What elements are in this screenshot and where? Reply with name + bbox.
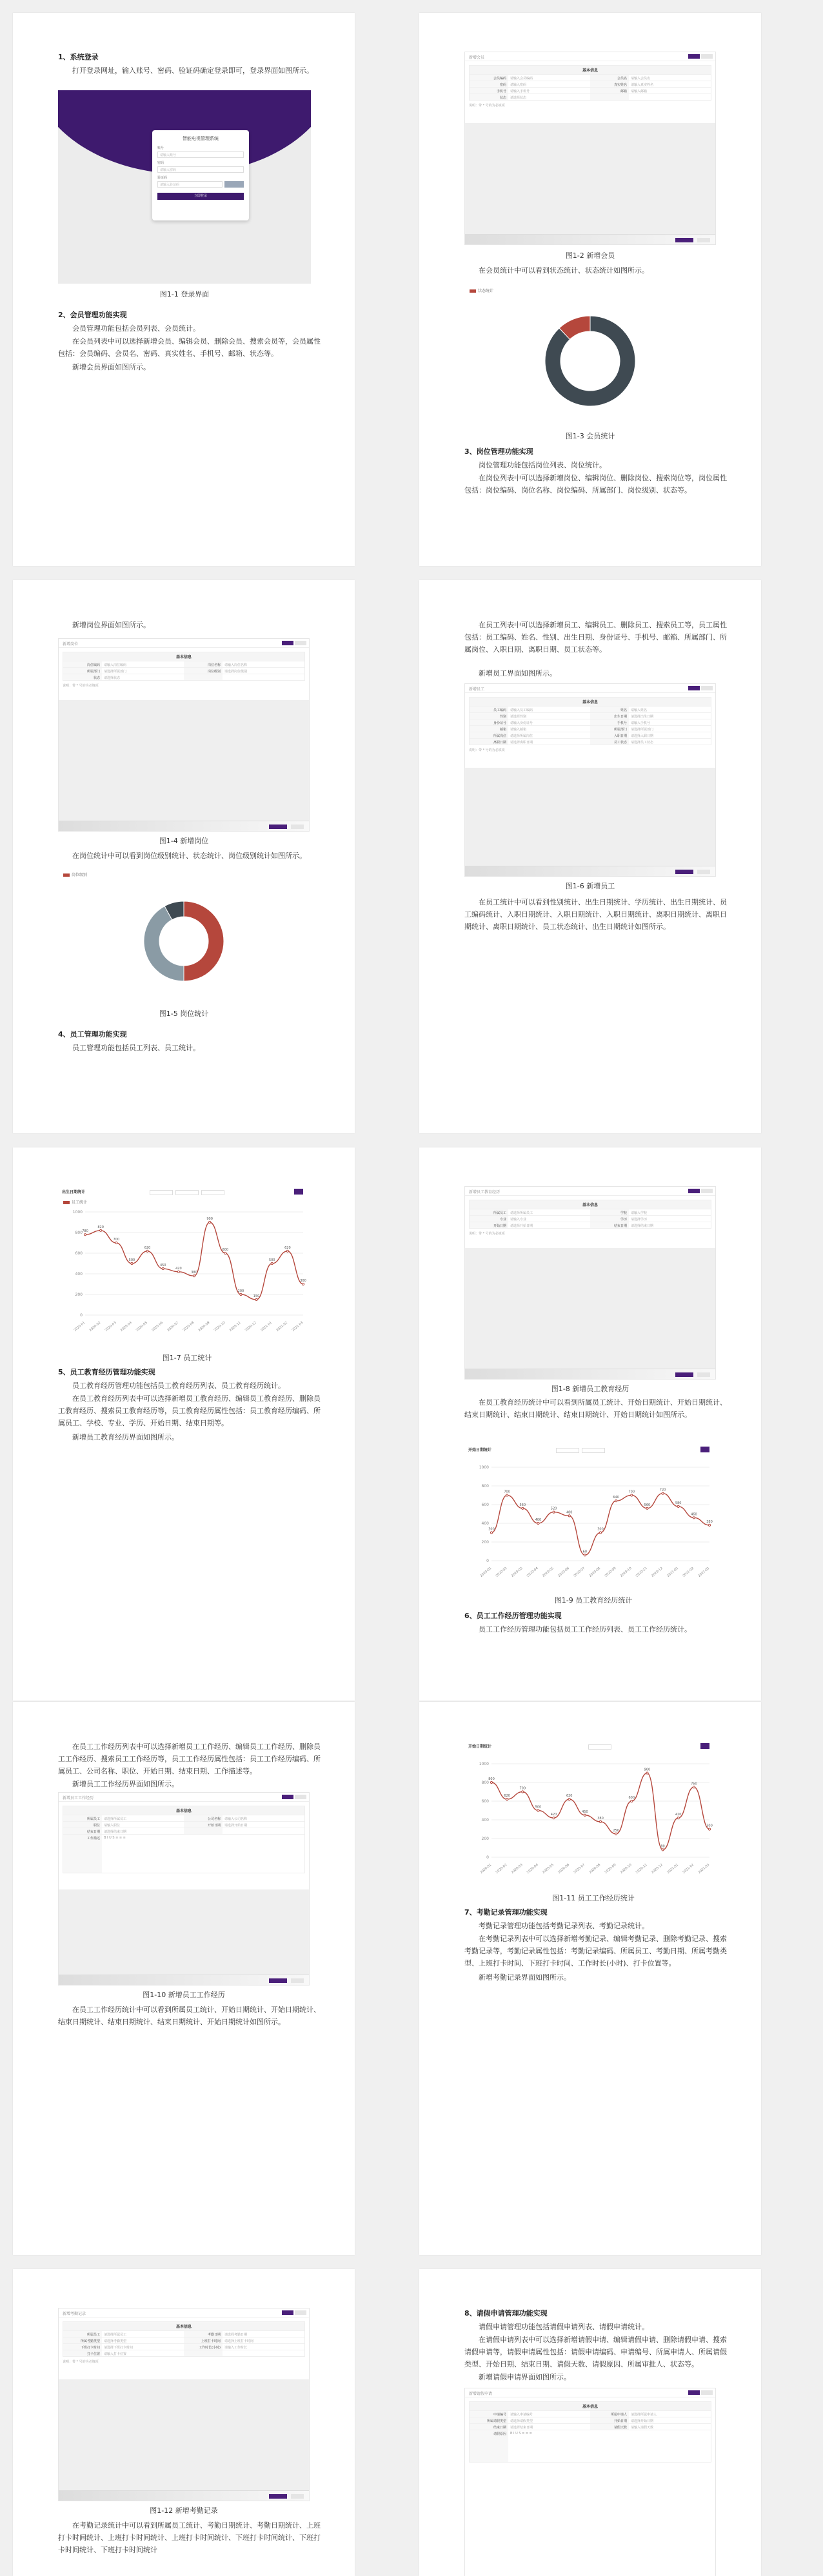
- doc-page-10: [419, 2269, 761, 2576]
- data-label: 620: [504, 1794, 510, 1799]
- paragraph: 新增员工工作经历界面如图所示。: [72, 1780, 179, 1788]
- data-point: [506, 1494, 508, 1496]
- data-label: 380: [597, 1816, 604, 1820]
- position-donut-chart: [58, 870, 310, 1012]
- captcha-label: 验证码: [157, 176, 168, 180]
- data-label: 620: [284, 1245, 291, 1250]
- data-label: 620: [566, 1794, 573, 1799]
- data-label: 520: [550, 1507, 557, 1511]
- x-tick-label: 2020-04: [526, 1862, 539, 1875]
- paragraph: 员工管理功能包括员工列表、员工统计。: [72, 1044, 200, 1052]
- x-tick-label: 2021-01: [260, 1320, 273, 1332]
- search-button[interactable]: [294, 1189, 303, 1195]
- data-point: [553, 1817, 555, 1819]
- data-label: 80: [660, 1844, 665, 1849]
- doc-page-8: [419, 1702, 761, 2255]
- save-button[interactable]: [269, 1978, 287, 1983]
- data-label: 300: [597, 1527, 604, 1532]
- add-member-screenshot: 新增会员 基本信息 会员编码 请输入会员编码 会员名 请输入会员名 密码 请输入密码 真实姓名 请输入真实姓名 手机号 请输入手机号 邮箱 请输入邮箱 状态 请选择状态 说明：带 * 号的为必填项: [464, 52, 716, 245]
- x-tick-label: 2020-03: [510, 1566, 524, 1578]
- captcha-input[interactable]: 请输入验证码: [157, 181, 223, 188]
- data-point: [506, 1799, 508, 1800]
- form-note: 说明：带 * 号的为必填项: [469, 748, 505, 752]
- data-label: 420: [175, 1266, 182, 1271]
- form-title: 基本信息: [470, 66, 711, 74]
- section-heading: 6、员工工作经历管理功能实现: [464, 1612, 562, 1620]
- cancel-button[interactable]: [291, 1978, 304, 1983]
- paragraph: 岗位管理功能包括岗位列表、岗位统计。: [479, 461, 606, 469]
- y-tick-label: 400: [75, 1272, 83, 1276]
- x-tick-label: 2020-01: [479, 1862, 493, 1875]
- y-tick-label: 0: [486, 1855, 489, 1860]
- add-position-screenshot: 新增岗位 基本信息 岗位编码 请输入岗位编码 岗位名称 请输入岗位名称 所属部门 请选择所属部门 岗位级别 请选择岗位级别 状态 请选择状态 说明：带 * 号的为必填项: [58, 638, 310, 832]
- cancel-button[interactable]: [291, 825, 304, 829]
- figure-caption: 图1-7 员工统计: [162, 1354, 212, 1362]
- data-label: 700: [113, 1238, 120, 1242]
- employee-line-chart: [58, 1186, 316, 1347]
- data-label: 300: [300, 1279, 306, 1283]
- paragraph: 在会员列表中可以选择新增会员、编辑会员、删除会员、搜索会员等，会员属性包括：会员编码、会员名、密码、真实姓名、手机号、邮箱、状态等。: [58, 337, 321, 358]
- x-tick-label: 2020-06: [557, 1566, 570, 1578]
- data-point: [646, 1772, 648, 1774]
- doc-page-4: [419, 580, 761, 1133]
- data-label: 420: [550, 1813, 557, 1817]
- x-tick-label: 2020-10: [619, 1862, 633, 1875]
- x-tick-label: 2020-01: [479, 1566, 493, 1578]
- figure-caption: 图1-12 新增考勤记录: [150, 2506, 218, 2515]
- data-label: 200: [237, 1289, 244, 1293]
- data-label: 560: [644, 1503, 651, 1507]
- x-tick-label: 2020-10: [619, 1566, 633, 1578]
- save-button[interactable]: [675, 238, 693, 242]
- password-input[interactable]: 请输入密码: [157, 166, 244, 173]
- login-button[interactable]: 立即登录: [157, 193, 244, 200]
- data-label: 580: [675, 1501, 682, 1505]
- x-tick-label: 2020-07: [573, 1862, 586, 1875]
- doc-page-9: [13, 2269, 355, 2576]
- data-point: [537, 1522, 539, 1524]
- form-title: 基本信息: [63, 2322, 304, 2330]
- y-tick-label: 200: [75, 1293, 83, 1297]
- paragraph: 考勤记录管理功能包括考勤记录列表、考勤记录统计。: [479, 1922, 649, 1930]
- data-point: [646, 1507, 648, 1509]
- chart-title: 开始日期统计: [468, 1744, 492, 1749]
- data-point: [553, 1511, 555, 1513]
- x-tick-label: 2020-02: [495, 1862, 508, 1875]
- paragraph: 在请假申请列表中可以选择新增请假申请、编辑请假申请、删除请假申请、搜索请假申请等，请假申请属性包括：请假申请编码、申请编号、所属申请人、所属请假类型、开始日期、结束日期、请假天数、请假原因、所属审批人、状态等。: [464, 2336, 727, 2368]
- paragraph: 新增请假申请界面如图所示。: [479, 2373, 571, 2381]
- data-point: [100, 1229, 102, 1231]
- add-employee-screenshot: 新增员工 基本信息 员工编码 请输入员工编码 姓名 请输入姓名 性别 请选择性别 出生日期 请选择出生日期 身份证号 请输入身份证号 手机号 请输入手机号 邮箱 请输入邮箱 所属部门 请选择所属部门 所属岗位 请选择所属岗位 入职日期 请选择入职日期 离职日期 请选择离职日期 员工状态 请选择员工状态 说明：带 * 号的为必填项: [464, 683, 716, 877]
- password-label: 密码: [157, 161, 164, 165]
- add-attendance-screenshot: 新增考勤记录 基本信息 所属员工 请选择所属员工 考勤日期 请选择考勤日期 所属考勤类型 请选择考勤类型 上班打卡时间 请选择上班打卡时间 下班打卡时间 请选择下班打卡时间 工作时长(小时) 请输入工作时长 打卡位置 请输入打卡位置 说明：带 * 号的为必填项: [58, 2308, 310, 2501]
- login-title: 智能电视管理系统: [183, 136, 219, 141]
- data-point: [537, 1810, 539, 1811]
- data-point: [209, 1221, 211, 1223]
- data-label: 700: [628, 1490, 635, 1494]
- data-label: 900: [644, 1768, 651, 1772]
- education-line-chart: [464, 1444, 722, 1592]
- y-tick-label: 800: [481, 1781, 489, 1785]
- form-title: 基本信息: [470, 1200, 711, 1209]
- data-label: 780: [82, 1229, 88, 1234]
- save-button[interactable]: [675, 870, 693, 874]
- form-note: 说明：带 * 号的为必填项: [469, 1232, 505, 1236]
- data-point: [522, 1507, 524, 1509]
- data-point: [240, 1293, 242, 1295]
- x-tick-label: 2021-03: [697, 1566, 711, 1578]
- doc-page-5: [13, 1147, 355, 1701]
- data-point: [615, 1833, 617, 1835]
- data-label: 500: [128, 1258, 135, 1262]
- data-point: [286, 1250, 288, 1252]
- paragraph: 在会员统计中可以看到状态统计、状态统计如图所示。: [479, 266, 649, 275]
- data-point: [146, 1250, 148, 1252]
- search-button[interactable]: [700, 1447, 709, 1452]
- data-point: [115, 1242, 117, 1244]
- x-tick-label: 2020-08: [588, 1862, 602, 1875]
- donut-slice: [184, 901, 224, 981]
- data-label: 500: [535, 1805, 542, 1810]
- data-label: 600: [222, 1248, 229, 1252]
- paragraph: 在岗位统计中可以看到岗位级别统计、状态统计、岗位级别统计如图所示。: [72, 852, 306, 860]
- chart-title: 开始日期统计: [468, 1448, 492, 1452]
- x-tick-label: 2020-02: [495, 1566, 508, 1578]
- form-title: 基本信息: [63, 1806, 304, 1815]
- data-point: [708, 1828, 710, 1830]
- form-title: 基本信息: [470, 2402, 711, 2410]
- data-label: 300: [488, 1527, 495, 1532]
- x-tick-label: 2020-02: [88, 1320, 102, 1332]
- figure-caption: 图1-11 员工工作经历统计: [552, 1894, 635, 1902]
- x-tick-label: 2020-09: [197, 1320, 211, 1332]
- data-label: 800: [488, 1777, 495, 1781]
- data-point: [162, 1267, 164, 1269]
- data-point: [599, 1820, 601, 1822]
- data-point: [193, 1275, 195, 1277]
- data-label: 700: [519, 1786, 526, 1791]
- x-tick-label: 2020-06: [151, 1320, 164, 1332]
- section-heading: 4、员工管理功能实现: [58, 1030, 127, 1039]
- member-donut-chart: [464, 284, 716, 425]
- data-label: 640: [613, 1496, 619, 1500]
- x-tick-label: 2020-08: [588, 1566, 602, 1578]
- save-button[interactable]: [269, 825, 287, 829]
- form-note: 说明：带 * 号的为必填项: [63, 684, 99, 688]
- data-point: [177, 1271, 179, 1273]
- x-tick-label: 2020-09: [604, 1862, 617, 1875]
- paragraph: 在员工统计中可以看到性别统计、出生日期统计、学历统计、出生日期统计、员工编码统计、入职日期统计、入职日期统计、入职日期统计、离职日期统计、离职日期统计、离职日期统计、员工状态统计、出生日期统计如图所示。: [464, 898, 727, 931]
- data-point: [662, 1492, 664, 1494]
- y-tick-label: 0: [80, 1313, 83, 1318]
- cancel-button[interactable]: [697, 870, 710, 874]
- x-tick-label: 2020-06: [557, 1862, 570, 1875]
- x-tick-label: 2020-04: [119, 1320, 133, 1332]
- data-label: 420: [675, 1813, 682, 1817]
- figure-caption: 图1-8 新增员工教育经历: [551, 1385, 630, 1393]
- data-point: [615, 1500, 617, 1502]
- legend-label: 员工统计: [72, 1200, 88, 1205]
- paragraph: 在岗位列表中可以选择新增岗位、编辑岗位、删除岗位、搜索岗位等，岗位属性包括：岗位编码、岗位名称、岗位编码、所属部门、岗位级别、状态等。: [464, 474, 727, 494]
- section-heading: 1、系统登录: [58, 53, 99, 61]
- data-label: 460: [691, 1512, 697, 1517]
- x-tick-label: 2021-03: [291, 1320, 304, 1332]
- data-label: 150: [253, 1294, 260, 1298]
- data-label: 400: [535, 1518, 542, 1522]
- x-tick-label: 2020-05: [135, 1320, 148, 1332]
- data-label: 900: [206, 1217, 213, 1221]
- x-tick-label: 2021-03: [697, 1862, 711, 1875]
- paragraph: 新增员工界面如图所示。: [479, 669, 557, 678]
- y-tick-label: 200: [481, 1540, 489, 1545]
- x-tick-label: 2020-09: [604, 1566, 617, 1578]
- data-label: 480: [566, 1510, 573, 1515]
- data-point: [584, 1554, 586, 1556]
- paragraph: 新增员工教育经历界面如图所示。: [72, 1433, 179, 1441]
- x-tick-label: 2020-11: [635, 1862, 648, 1875]
- paragraph: 新增岗位界面如图所示。: [72, 621, 150, 629]
- paragraph: 在员工教育经历列表中可以选择新增员工教育经历、编辑员工教育经历、删除员工教育经历、搜索员工教育经历等，员工教育经历属性包括：员工教育经历编码、所属员工、学校、专业、学历、开始日期、结束日期等。: [58, 1394, 321, 1427]
- data-point: [693, 1517, 695, 1519]
- data-point: [271, 1262, 273, 1264]
- data-point: [490, 1781, 492, 1783]
- data-label: 60: [582, 1550, 588, 1554]
- x-tick-label: 2020-11: [635, 1566, 648, 1578]
- add-leave-screenshot: 新增请假申请 基本信息 申请编号 请输入申请编号 所属申请人 请选择所属申请人 所属请假类型 请选择请假类型 开始日期 请选择开始日期 结束日期 请选择结束日期 请假天数 请输入请假天数 请假原因 B I U S ≡ ≡ ≡: [464, 2388, 716, 2576]
- data-point: [490, 1532, 492, 1534]
- figure-caption: 图1-5 岗位统计: [159, 1010, 209, 1018]
- form-title: 基本信息: [63, 652, 304, 661]
- y-tick-label: 1000: [479, 1762, 489, 1766]
- data-point: [522, 1791, 524, 1793]
- x-tick-label: 2021-01: [666, 1566, 679, 1578]
- data-point: [662, 1849, 664, 1851]
- cancel-button[interactable]: [291, 2494, 304, 2499]
- chart-title: 出生日期统计: [62, 1190, 86, 1195]
- figure-caption: 图1-3 会员统计: [565, 432, 615, 440]
- x-tick-label: 2020-03: [104, 1320, 117, 1332]
- x-tick-label: 2020-07: [573, 1566, 586, 1578]
- add-education-screenshot: 新增员工教育经历 基本信息 所属员工 请选择所属员工 学校 请输入学校 专业 请输入专业 学历 请选择学历 开始日期 请选择开始日期 结束日期 请选择结束日期 说明：带 * 号的为必填项: [464, 1186, 716, 1380]
- x-tick-label: 2021-02: [682, 1566, 695, 1578]
- cancel-button[interactable]: [697, 1372, 710, 1377]
- y-tick-label: 800: [75, 1231, 83, 1235]
- x-tick-label: 2021-01: [666, 1862, 679, 1875]
- username-input[interactable]: 请输入账号: [157, 151, 244, 158]
- add-work-screenshot: 新增员工工作经历 基本信息 所属员工 请选择所属员工 公司名称 请输入公司名称 职位 请输入职位 开始日期 请选择开始日期 结束日期 请选择结束日期 工作描述 B I U S ≡ ≡ ≡: [58, 1792, 310, 1986]
- data-label: 600: [628, 1796, 635, 1800]
- data-point: [693, 1786, 695, 1788]
- data-point: [568, 1515, 570, 1517]
- x-tick-label: 2020-12: [650, 1566, 664, 1578]
- paragraph: 在考勤记录列表中可以选择新增考勤记录、编辑考勤记录、删除考勤记录、搜索考勤记录等，考勤记录属性包括：考勤记录编码、所属员工、考勤日期、所属考勤类型、上班打卡时间、下班打卡时间、工作时长(小时)、打卡位置等。: [464, 1935, 727, 1967]
- search-button[interactable]: [700, 1743, 709, 1749]
- data-point: [131, 1262, 133, 1264]
- figure-caption: 图1-10 新增员工工作经历: [143, 1991, 225, 1999]
- data-label: 250: [613, 1828, 619, 1833]
- work-line-chart: [464, 1741, 722, 1889]
- data-label: 380: [191, 1271, 197, 1275]
- y-tick-label: 600: [481, 1799, 489, 1804]
- username-label: 账号: [157, 146, 164, 150]
- data-point: [568, 1799, 570, 1800]
- data-label: 450: [582, 1810, 588, 1814]
- paragraph: 在员工列表中可以选择新增员工、编辑员工、删除员工、搜索员工等，员工属性包括：员工编码、姓名、性别、出生日期、身份证号、手机号、邮箱、所属部门、所属岗位、入职日期、离职日期、员工状态等。: [464, 621, 727, 654]
- doc-page-7: [13, 1702, 355, 2255]
- section-heading: 8、请假申请管理功能实现: [464, 2309, 548, 2317]
- y-tick-label: 400: [481, 1818, 489, 1822]
- paragraph: 员工教育经历管理功能包括员工教育经历列表、员工教育经历统计。: [72, 1381, 285, 1390]
- figure-caption: 图1-6 新增员工: [565, 882, 615, 890]
- x-tick-label: 2020-12: [244, 1320, 257, 1332]
- figure-caption: 图1-1 登录界面: [159, 290, 210, 298]
- form-title: 基本信息: [470, 698, 711, 706]
- data-point: [224, 1252, 226, 1254]
- data-point: [677, 1817, 679, 1819]
- data-label: 560: [519, 1503, 526, 1507]
- data-label: 300: [706, 1824, 713, 1828]
- paragraph: 会员管理功能包括会员列表、会员统计。: [72, 324, 200, 333]
- data-point: [84, 1234, 86, 1236]
- doc-page-1: [13, 13, 355, 566]
- data-label: 720: [659, 1488, 666, 1492]
- section-heading: 3、岗位管理功能实现: [464, 447, 533, 456]
- data-label: 500: [268, 1258, 275, 1262]
- paragraph: 新增考勤记录界面如图所示。: [479, 1973, 571, 1982]
- section-heading: 2、会员管理功能实现: [58, 311, 127, 319]
- paragraph: 在考勤记录统计中可以看到所属员工统计、考勤日期统计、考勤日期统计、上班打卡时间统计、上班打卡时间统计、上班打卡时间统计、下班打卡时间统计、下班打卡时间统计、下班打卡时间统计: [58, 2521, 321, 2554]
- doc-page-3: [13, 580, 355, 1133]
- x-tick-label: 2020-11: [228, 1320, 242, 1332]
- data-point: [631, 1800, 633, 1802]
- data-label: 380: [706, 1519, 713, 1524]
- data-label: 750: [691, 1782, 697, 1786]
- x-tick-label: 2020-01: [73, 1320, 86, 1332]
- data-point: [599, 1532, 601, 1534]
- y-tick-label: 1000: [72, 1210, 83, 1215]
- data-point: [302, 1283, 304, 1285]
- section-heading: 5、员工教育经历管理功能实现: [58, 1368, 155, 1376]
- paragraph: 在员工工作经历列表中可以选择新增员工工作经历、编辑员工工作经历、删除员工工作经历、搜索员工工作经历等，员工工作经历属性包括：员工工作经历编码、所属员工、公司名称、职位、开始日期、结束日期、工作描述等。: [58, 1742, 321, 1775]
- figure-caption: 图1-9 员工教育经历统计: [554, 1596, 633, 1605]
- x-tick-label: 2020-08: [182, 1320, 195, 1332]
- legend-label: 岗位级别: [72, 873, 88, 877]
- form-note: 说明：带 * 号的为必填项: [469, 104, 505, 108]
- data-label: 450: [159, 1264, 166, 1267]
- x-tick-label: 2020-05: [541, 1566, 555, 1578]
- y-tick-label: 1000: [479, 1465, 489, 1470]
- save-button[interactable]: [269, 2494, 287, 2499]
- paragraph: 打开登录网址，输入账号、密码、验证码确定登录即可，登录界面如图所示。: [72, 66, 313, 75]
- x-tick-label: 2021-02: [275, 1320, 289, 1332]
- legend-label: 状态统计: [478, 289, 494, 293]
- data-label: 820: [97, 1225, 104, 1229]
- paragraph: 新增会员界面如图所示。: [72, 363, 150, 371]
- paragraph: 请假申请管理功能包括请假申请列表、请假申请统计。: [479, 2323, 649, 2331]
- y-tick-label: 600: [75, 1251, 83, 1256]
- x-tick-label: 2020-03: [510, 1862, 524, 1875]
- paragraph: 在员工工作经历统计中可以看到所属员工统计、开始日期统计、开始日期统计、结束日期统计、结束日期统计、结束日期统计、开始日期统计如图所示。: [58, 2005, 321, 2026]
- save-button[interactable]: [675, 1372, 693, 1377]
- captcha-image[interactable]: [224, 181, 244, 188]
- data-point: [584, 1814, 586, 1816]
- x-tick-label: 2021-02: [682, 1862, 695, 1875]
- data-point: [677, 1505, 679, 1507]
- y-tick-label: 200: [481, 1837, 489, 1841]
- y-tick-label: 600: [481, 1503, 489, 1507]
- x-tick-label: 2020-04: [526, 1566, 539, 1578]
- figure-caption: 图1-2 新增会员: [565, 251, 615, 260]
- data-point: [708, 1524, 710, 1526]
- doc-page-2: [419, 13, 761, 566]
- x-tick-label: 2020-10: [213, 1320, 226, 1332]
- form-note: 说明：带 * 号的为必填项: [63, 2360, 99, 2364]
- data-label: 620: [144, 1245, 151, 1250]
- paragraph: 员工工作经历管理功能包括员工工作经历列表、员工工作经历统计。: [479, 1625, 691, 1634]
- figure-caption: 图1-4 新增岗位: [159, 837, 209, 845]
- doc-page-6: [419, 1147, 761, 1701]
- login-screenshot: [58, 90, 311, 284]
- section-heading: 7、考勤记录管理功能实现: [464, 1908, 548, 1917]
- data-point: [255, 1298, 257, 1300]
- data-point: [631, 1494, 633, 1496]
- y-tick-label: 0: [486, 1559, 489, 1563]
- paragraph: 在员工教育经历统计中可以看到所属员工统计、开始日期统计、开始日期统计、结束日期统计、结束日期统计、结束日期统计、开始日期统计如图所示。: [464, 1398, 727, 1419]
- x-tick-label: 2020-07: [166, 1320, 180, 1332]
- y-tick-label: 400: [481, 1521, 489, 1526]
- x-tick-label: 2020-12: [650, 1862, 664, 1875]
- x-tick-label: 2020-05: [541, 1862, 555, 1875]
- y-tick-label: 800: [481, 1484, 489, 1488]
- cancel-button[interactable]: [697, 238, 710, 242]
- data-label: 700: [504, 1490, 510, 1494]
